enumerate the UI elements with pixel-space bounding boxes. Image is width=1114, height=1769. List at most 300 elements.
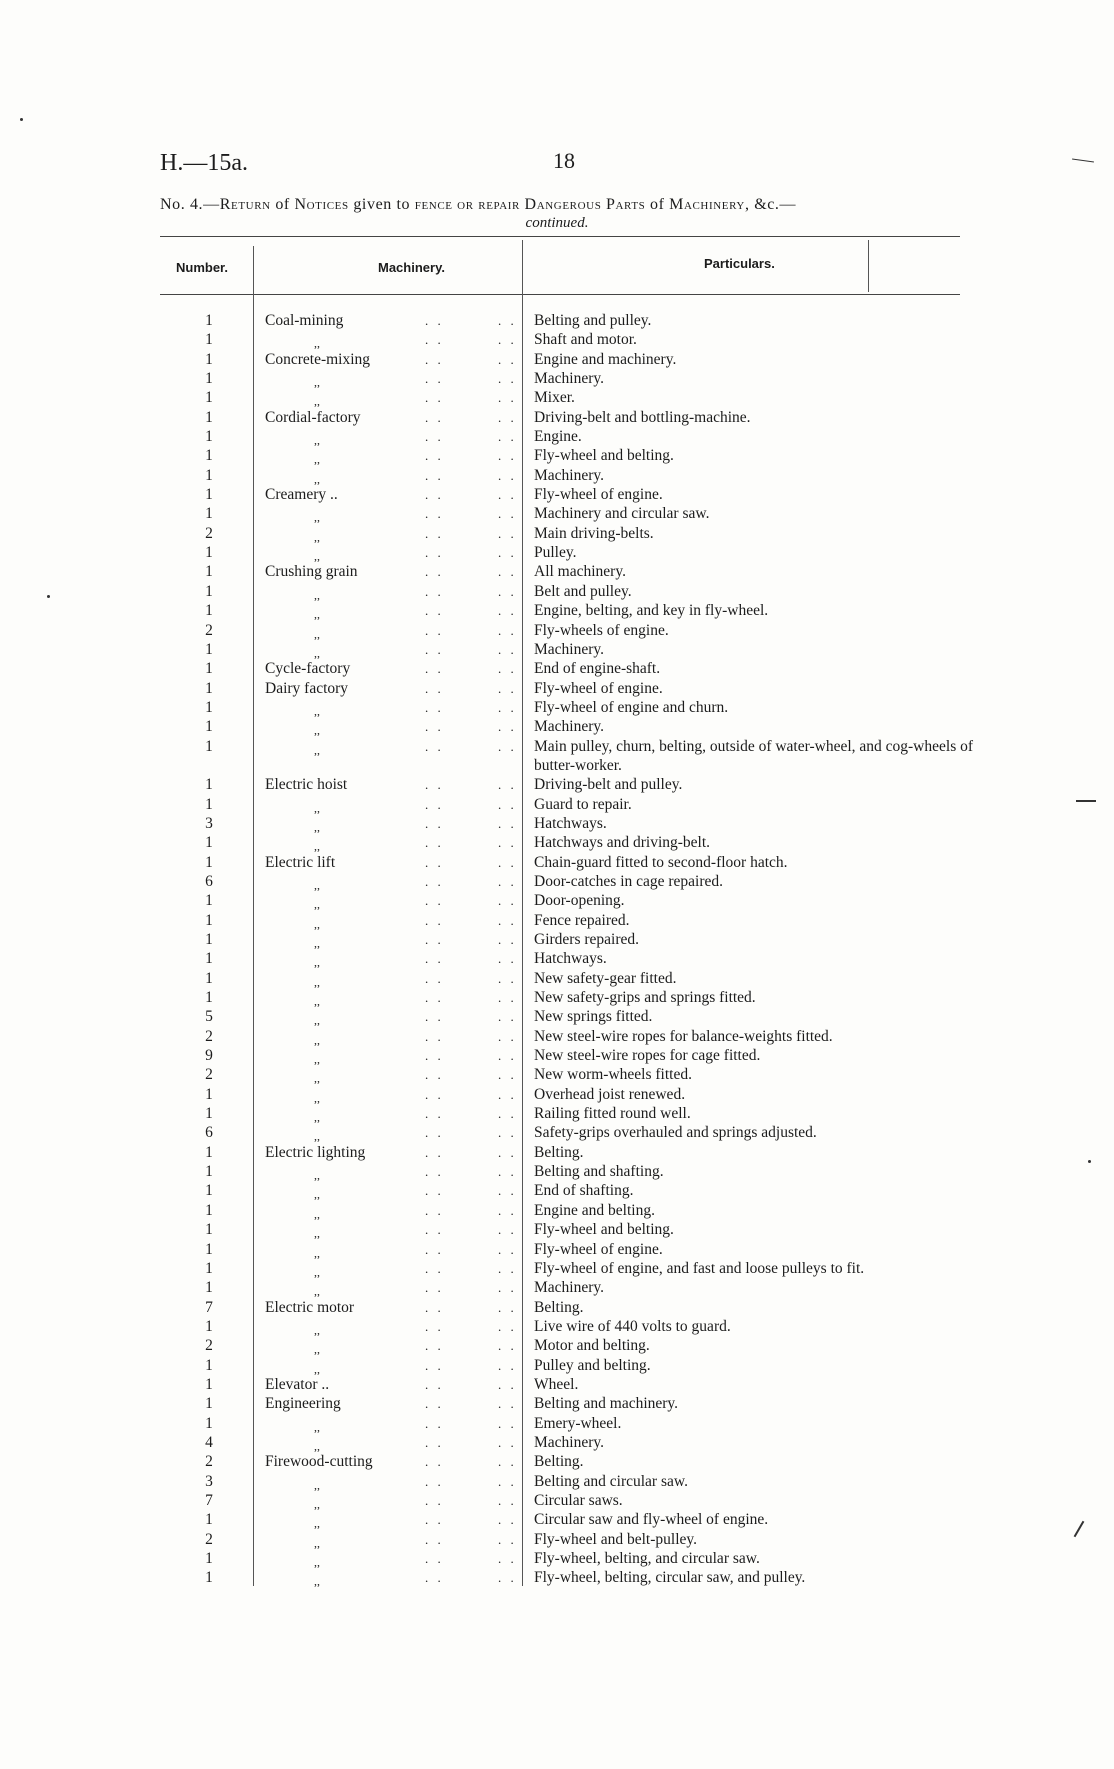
row-count: 1 [205,1259,213,1277]
row-machinery: ,, [314,1168,320,1183]
leader-dots: . . [498,815,517,831]
leader-dots: . . [425,1086,444,1102]
table-row [0,659,1114,678]
table-row [0,1491,1114,1510]
row-count: 1 [205,853,213,871]
row-particulars: Fly-wheel, belting, and circular saw. [534,1550,760,1567]
leader-dots: . . [425,603,444,619]
row-machinery: ,, [314,1129,320,1144]
row-count: 2 [205,1453,213,1471]
row-machinery: Firewood-cutting [265,1453,373,1471]
row-particulars: Wheel. [534,1375,579,1393]
table-row [0,1085,1114,1104]
leader-dots: . . [425,1454,444,1470]
table-row [0,601,1114,620]
leader-dots: . . [425,622,444,638]
row-particulars: New worm-wheels fitted. [534,1066,692,1084]
leader-dots: . . [425,1260,444,1276]
row-count: 1 [205,312,213,329]
row-machinery: Electric motor [265,1298,355,1316]
row-machinery: ,, [314,994,320,1009]
table-row [0,814,1114,833]
leader-dots: . . [425,719,444,735]
row-count: 1 [205,1317,213,1335]
row-count: 1 [205,370,213,388]
leader-dots: . . [498,1473,517,1489]
row-particulars: Live wire of 440 volts to guard. [534,1317,731,1335]
table-row [0,853,1114,872]
document-code: H.—15a. [160,150,248,176]
row-machinery: ,, [314,1535,320,1550]
row-particulars: Machinery. [534,640,605,658]
row-machinery: ,, [314,1071,320,1086]
row-particulars: Circular saws. [534,1491,623,1509]
row-machinery: ,, [314,800,320,815]
row-particulars: Engine and machinery. [534,350,677,368]
table-row [0,988,1114,1007]
row-count: 1 [205,989,213,1007]
row-particulars: Fly-wheel of engine. [534,1240,663,1258]
row-machinery: ,, [314,336,320,351]
leader-dots: . . [498,1492,517,1508]
row-machinery: ,, [314,375,320,390]
row-particulars: Fly-wheel of engine. [534,486,663,504]
leader-dots: . . [425,1048,444,1064]
leader-dots: . . [498,1512,517,1528]
leader-dots: . . [498,448,517,464]
row-machinery: ,, [314,1516,320,1531]
leader-dots: . . [425,390,444,406]
row-count: 1 [205,1163,213,1181]
leader-dots: . . [425,371,444,387]
leader-dots: . . [498,641,517,657]
row-particulars: Hatchways. [534,814,607,832]
leader-dots: . . [498,390,517,406]
row-machinery: ,, [314,703,320,718]
table-caption [160,196,960,214]
row-count: 1 [205,428,213,446]
table-row [0,1356,1114,1375]
row-count: 1 [205,698,213,716]
row-particulars: Engine. [534,428,582,446]
leader-dots: . . [425,815,444,831]
leader-dots: . . [425,1183,444,1199]
table-row [0,1278,1114,1297]
row-count: 1 [205,408,213,426]
leader-dots: . . [425,583,444,599]
row-count: 3 [205,814,213,832]
leader-dots: . . [425,1028,444,1044]
leader-dots: . . [425,1202,444,1218]
row-machinery: ,, [314,1052,320,1067]
row-count: 1 [205,1085,213,1103]
row-particulars: Hatchways. [534,950,607,968]
leader-dots: . . [425,351,444,367]
leader-dots: . . [425,641,444,657]
margin-mark [1072,158,1094,162]
leader-dots: . . [425,738,444,754]
table-row [0,969,1114,988]
row-particulars: Fly-wheel and belting. [534,447,674,465]
row-count: 1 [205,544,213,562]
table-row [0,1433,1114,1452]
leader-dots: . . [425,1106,444,1122]
row-count: 1 [205,892,213,910]
row-machinery: ,, [314,1245,320,1260]
row-machinery: ,, [314,1419,320,1434]
leader-dots: . . [425,1376,444,1392]
table-row [0,1143,1114,1162]
table-row [0,872,1114,891]
leader-dots: . . [425,912,444,928]
row-particulars: Overhead joist renewed. [534,1085,686,1103]
margin-mark [1076,800,1096,802]
table-row [0,1375,1114,1394]
leader-dots: . . [425,1318,444,1334]
row-count: 1 [205,1375,213,1393]
row-count: 1 [205,1240,213,1258]
leader-dots: . . [498,777,517,793]
caption-word-fence: fence or repair Dangerous Parts [414,196,646,213]
row-count: 2 [205,1066,213,1084]
row-machinery: ,, [314,897,320,912]
row-particulars: Safety-grips overhauled and springs adjusted. [534,1124,817,1142]
leader-dots: . . [425,1570,444,1586]
margin-mark [1088,1160,1091,1163]
row-count: 1 [205,1201,213,1219]
table-row [0,1104,1114,1123]
leader-dots: . . [498,1125,517,1141]
row-machinery: Crushing grain [265,563,358,581]
row-particulars: Pulley and belting. [534,1356,651,1374]
row-particulars: Fly-wheel of engine, and fast and loose pulleys to fit. [534,1259,865,1277]
table-row [0,640,1114,659]
row-particulars: Hatchways and driving-belt. [534,834,711,852]
row-count: 1 [205,1414,213,1432]
leader-dots: . . [425,1492,444,1508]
table-row [0,1317,1114,1336]
leader-dots: . . [498,1048,517,1064]
leader-dots: . . [425,699,444,715]
row-particulars: Pulley. [534,544,577,562]
leader-dots: . . [425,545,444,561]
row-count: 1 [205,776,213,794]
row-machinery: Creamery .. [265,486,338,504]
table-row [0,408,1114,427]
row-count: 1 [205,331,213,349]
row-machinery: Cordial-factory [265,408,361,426]
table-row [0,911,1114,930]
row-count: 1 [205,602,213,620]
leader-dots: . . [425,873,444,889]
row-count: 1 [205,1550,213,1567]
row-machinery: ,, [314,1090,320,1105]
leader-dots: . . [498,1299,517,1315]
table-row [0,1394,1114,1413]
row-particulars: Machinery. [534,370,605,388]
leader-dots: . . [498,603,517,619]
row-particulars: All machinery. [534,563,626,581]
row-count: 1 [205,505,213,523]
row-machinery: ,, [314,1032,320,1047]
leader-dots: . . [498,1164,517,1180]
row-particulars: Fence repaired. [534,911,630,929]
row-machinery: ,, [314,819,320,834]
leader-dots: . . [498,1531,517,1547]
caption-tail: &c.— [754,196,797,213]
table-row [0,311,1114,330]
leader-dots: . . [425,1067,444,1083]
table-row [0,427,1114,446]
row-count: 2 [205,1027,213,1045]
row-particulars: Machinery. [534,1279,605,1297]
table-row [0,930,1114,949]
row-count: 1 [205,582,213,600]
leader-dots: . . [498,932,517,947]
row-particulars: Machinery. [534,718,605,736]
row-particulars: End of engine-shaft. [534,660,661,678]
leader-dots: . . [498,719,517,735]
table-row [0,1181,1114,1200]
leader-dots: . . [425,990,444,1006]
row-machinery: ,, [314,1264,320,1279]
leader-dots: . . [425,796,444,812]
row-count: 1 [205,1279,213,1297]
row-count: 1 [205,737,213,755]
leader-dots: . . [498,854,517,870]
leader-dots: . . [425,1357,444,1373]
table-row [0,717,1114,736]
caption-word-of: of [275,196,290,213]
leader-dots: . . [425,1144,444,1160]
leader-dots: . . [425,777,444,793]
row-count: 1 [205,563,213,581]
caption-prefix: No. 4.— [160,196,220,213]
row-count: 2 [205,524,213,542]
leader-dots: . . [498,1067,517,1083]
row-particulars: Belting. [534,1453,584,1471]
row-count: 1 [205,1356,213,1374]
caption-word-return: Return [219,196,271,213]
table-row [0,369,1114,388]
row-count: 1 [205,660,213,678]
row-machinery: ,, [314,1574,320,1589]
leader-dots: . . [425,951,444,967]
leader-dots: . . [498,525,517,541]
table-row [0,1220,1114,1239]
leader-dots: . . [498,332,517,348]
row-machinery: ,, [314,1361,320,1376]
leader-dots: . . [498,951,517,967]
leader-dots: . . [498,680,517,696]
row-count: 1 [205,486,213,504]
table-row [0,582,1114,601]
leader-dots: . . [498,583,517,599]
table-row [0,891,1114,910]
row-particulars: Main driving-belts. [534,524,654,542]
row-machinery: ,, [314,645,320,660]
table-row [0,1549,1114,1568]
leader-dots: . . [425,1241,444,1257]
table-row [0,1123,1114,1142]
table-row [0,1298,1114,1317]
leader-dots: . . [498,564,517,580]
row-machinery: ,, [314,1013,320,1028]
table-row [0,1046,1114,1065]
row-particulars: New safety-gear fitted. [534,969,677,987]
row-machinery: ,, [314,1496,320,1511]
table-row [0,1240,1114,1259]
leader-dots: . . [498,661,517,677]
row-count: 1 [205,679,213,697]
leader-dots: . . [425,1009,444,1025]
row-count: 1 [205,447,213,465]
row-particulars: Shaft and motor. [534,331,637,349]
table-row [0,388,1114,407]
leader-dots: . . [498,1454,517,1470]
row-machinery: Elevator .. [265,1375,330,1393]
table-row [0,1472,1114,1491]
table-row [0,1259,1114,1278]
leader-dots: . . [498,429,517,445]
leader-dots: . . [498,1144,517,1160]
row-machinery: Electric lift [265,853,336,871]
table-row [0,775,1114,794]
row-count: 1 [205,795,213,813]
leader-dots: . . [425,409,444,425]
leader-dots: . . [498,699,517,715]
table-row [0,1007,1114,1026]
leader-dots: . . [498,313,517,328]
row-particulars: Belting and pulley. [534,312,652,329]
row-count: 7 [205,1298,213,1316]
leader-dots: . . [425,506,444,522]
row-count: 1 [205,640,213,658]
row-particulars: New steel-wire ropes for balance-weights fitted. [534,1027,833,1045]
table-row [0,524,1114,543]
row-machinery: Coal-mining [265,312,344,329]
row-machinery: Dairy factory [265,679,349,697]
row-count: 1 [205,931,213,948]
table-row [0,1510,1114,1529]
row-particulars: Belting and machinery. [534,1395,679,1413]
row-particulars: Fly-wheel and belt-pulley. [534,1530,697,1548]
row-particulars: Fly-wheel, belting, circular saw, and pulley. [534,1569,806,1587]
leader-dots: . . [425,564,444,580]
row-particulars: Main pulley, churn, belting, outside of water-wheel, and cog-wheels of butter-worker. [534,737,974,774]
table-row [0,562,1114,581]
row-particulars: Emery-wheel. [534,1414,622,1432]
row-particulars: Girders repaired. [534,931,640,948]
row-particulars: End of shafting. [534,1182,634,1200]
row-machinery: ,, [314,1342,320,1357]
leader-dots: . . [425,1164,444,1180]
row-machinery: ,, [314,877,320,892]
leader-dots: . . [425,1415,444,1431]
row-machinery: ,, [314,723,320,738]
row-count: 3 [205,1472,213,1490]
row-count: 1 [205,389,213,407]
leader-dots: . . [498,1280,517,1296]
leader-dots: . . [498,796,517,812]
row-particulars: Belting. [534,1298,584,1316]
row-particulars: Fly-wheel and belting. [534,1221,674,1239]
row-machinery: ,, [314,607,320,622]
table-row [0,543,1114,562]
leader-dots: . . [498,1241,517,1257]
column-header-machinery: Machinery. [378,260,445,275]
table-row [0,504,1114,523]
table-row [0,1414,1114,1433]
row-count: 1 [205,1511,213,1529]
leader-dots: . . [425,448,444,464]
leader-dots: . . [498,487,517,503]
row-machinery: ,, [314,916,320,931]
row-count: 1 [205,1143,213,1161]
row-machinery: ,, [314,936,320,950]
leader-dots: . . [425,1396,444,1412]
leader-dots: . . [425,429,444,445]
row-machinery: ,, [314,529,320,544]
row-machinery: ,, [314,587,320,602]
leader-dots: . . [498,1570,517,1586]
row-machinery: ,, [314,1322,320,1337]
leader-dots: . . [425,680,444,696]
row-machinery: ,, [314,452,320,467]
row-machinery: ,, [314,626,320,641]
row-count: 2 [205,621,213,639]
row-count: 2 [205,1530,213,1548]
leader-dots: . . [425,1531,444,1547]
table-row [0,1452,1114,1471]
row-count: 6 [205,872,213,890]
row-machinery: ,, [314,394,320,409]
leader-dots: . . [425,1222,444,1238]
table-row [0,446,1114,465]
row-count: 1 [205,1105,213,1123]
leader-dots: . . [498,409,517,425]
row-particulars: Mixer. [534,389,575,407]
leader-dots: . . [425,467,444,483]
leader-dots: . . [425,1125,444,1141]
leader-dots: . . [498,1222,517,1238]
row-particulars: Belting and circular saw. [534,1472,688,1490]
leader-dots: . . [425,970,444,986]
leader-dots: . . [425,1473,444,1489]
table-row [0,679,1114,698]
row-machinery: ,, [314,839,320,854]
leader-dots: . . [498,351,517,367]
row-particulars: Circular saw and fly-wheel of engine. [534,1511,769,1529]
row-particulars: Belting and shafting. [534,1163,664,1181]
leader-dots: . . [425,487,444,503]
row-count: 2 [205,1337,213,1355]
table-header-rule [160,294,960,295]
leader-dots: . . [498,1318,517,1334]
table-row [0,1065,1114,1084]
caption-continued: continued. [525,215,589,231]
row-particulars: Driving-belt and pulley. [534,776,683,794]
row-machinery: ,, [314,1206,320,1221]
row-particulars: New safety-grips and springs fitted. [534,989,756,1007]
row-machinery: ,, [314,742,320,757]
row-particulars: Chain-guard fitted to second-floor hatch. [534,853,788,871]
table-top-rule [160,236,960,237]
row-machinery: ,, [314,974,320,989]
row-count: 1 [205,1221,213,1239]
table-row [0,698,1114,717]
table-row [0,1027,1114,1046]
